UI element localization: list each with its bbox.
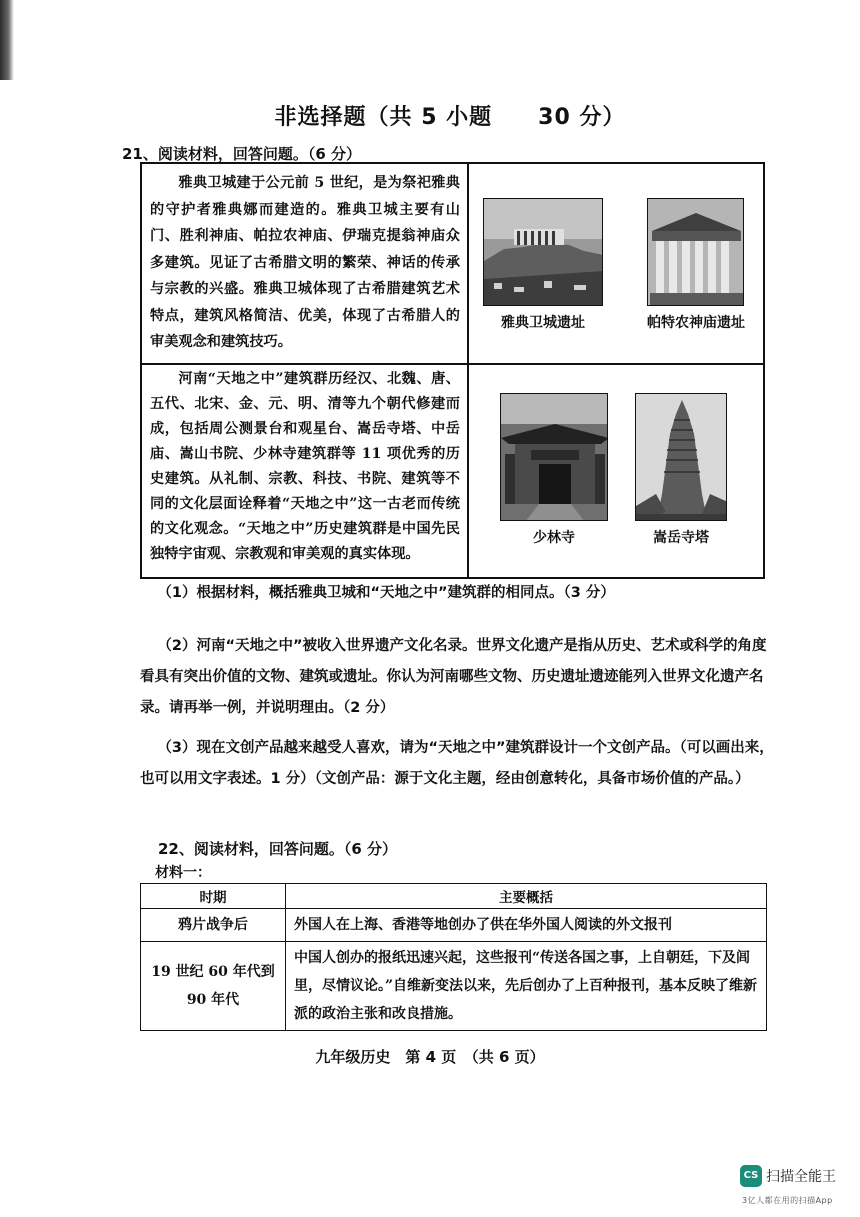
question-21-header: 21、阅读材料，回答问题。（6 分） xyxy=(122,145,362,163)
acropolis-caption: 雅典卫城遗址 xyxy=(501,315,585,331)
parthenon-photo xyxy=(647,198,744,306)
table-cell-summary: 外国人在上海、香港等地创办了供在华外国人阅读的外文报刊 xyxy=(286,909,767,942)
material-row-tiandizhizhong xyxy=(142,365,763,577)
photo-cell-acropolis xyxy=(483,198,603,332)
question-21-sub-2: （2）河南“天地之中”被收入世界遗产文化名录。世界文化遗产是指从历史、艺术或科学的角度看具有突出价值的文物、建筑或遗址。你认为河南哪些文物、历史遗址遗迹能列入世界文化遗产名录。请再举一例，并说明理由。（2 分） xyxy=(140,638,767,716)
acropolis-photo xyxy=(483,198,603,306)
shaolin-temple-photo xyxy=(500,393,608,521)
material-row-athens xyxy=(142,164,763,365)
table-header-period: 时期 xyxy=(141,884,286,909)
parthenon-caption: 帕特农神庙遗址 xyxy=(647,315,745,331)
photo-cell-shaolin xyxy=(500,393,608,547)
athens-text: 雅典卫城建于公元前 5 世纪，是为祭祀雅典的守护者雅典娜而建造的。雅典卫城主要有山门、胜利神庙、帕拉农神庙、伊瑞克提翁神庙众多建筑。见证了古希腊文明的繁荣、神话的传承与宗教的兴盛。雅典卫城体现了古希腊建筑艺术特点，建筑风格简洁、优美，体现了古希腊人的审美观念和建筑技巧。 xyxy=(150,175,460,350)
photo-cell-parthenon xyxy=(647,198,745,332)
table-cell-summary: 中国人创办的报纸迅速兴起，这些报刊“传送各国之事，上自朝廷，下及闾里，尽情议论。”自维新变法以来，先后创办了上百种报刊，基本反映了维新派的政治主张和改良措施。 xyxy=(286,942,767,1031)
material-one-label: 材料一： xyxy=(155,865,211,881)
camscanner-logo-icon: CS xyxy=(740,1165,762,1187)
scan-edge-shadow xyxy=(0,0,14,80)
material-table xyxy=(140,162,765,579)
shaolin-caption: 少林寺 xyxy=(533,530,575,546)
question-21-sub-1: （1）根据材料，概括雅典卫城和“天地之中”建筑群的相同点。（3 分） xyxy=(157,585,615,601)
camscanner-tagline: 3亿人都在用的扫描App xyxy=(742,1196,833,1205)
page-footer: 九年级历史 第 4 页 （共 6 页） xyxy=(315,1048,545,1066)
question-22-header: 22、阅读材料，回答问题。（6 分） xyxy=(158,840,398,858)
table-row xyxy=(141,909,767,942)
table-header-summary: 主要概括 xyxy=(286,884,767,909)
photo-cell-pagoda xyxy=(635,393,727,547)
question-21-sub-3: （3）现在文创产品越来越受人喜欢，请为“天地之中”建筑群设计一个文创产品。（可以画出来，也可以用文字表述。1 分）（文创产品：源于文化主题，经由创意转化，具备市场价值的产品。） xyxy=(140,740,774,787)
table-header-row xyxy=(141,884,767,909)
songyue-pagoda-photo xyxy=(635,393,727,521)
newspaper-table xyxy=(140,883,767,1031)
tiandizhizhong-text: 河南“天地之中”建筑群历经汉、北魏、唐、五代、北宋、金、元、明、清等九个朝代修建而成，包括周公测景台和观星台、嵩岳寺塔、中岳庙、嵩山书院、少林寺建筑群等 11 项优秀的历史建筑。从礼制、宗教、科技、书院、建筑等不同的文化层面诠释着“天地之中”这一古老而传统的文化观念。“天地之中”历史建筑群是中国先民独特宇宙观、宗教观和审美观的真实体现。 xyxy=(150,371,460,562)
section-title: 非选择题（共 5 小题 30 分） xyxy=(274,105,626,130)
table-cell-period: 鸦片战争后 xyxy=(141,909,286,942)
table-row xyxy=(141,942,767,1031)
pagoda-caption: 嵩岳寺塔 xyxy=(653,530,709,546)
table-cell-period: 19 世纪 60 年代到 90 年代 xyxy=(141,942,286,1031)
camscanner-name: 扫描全能王 xyxy=(766,1169,836,1185)
